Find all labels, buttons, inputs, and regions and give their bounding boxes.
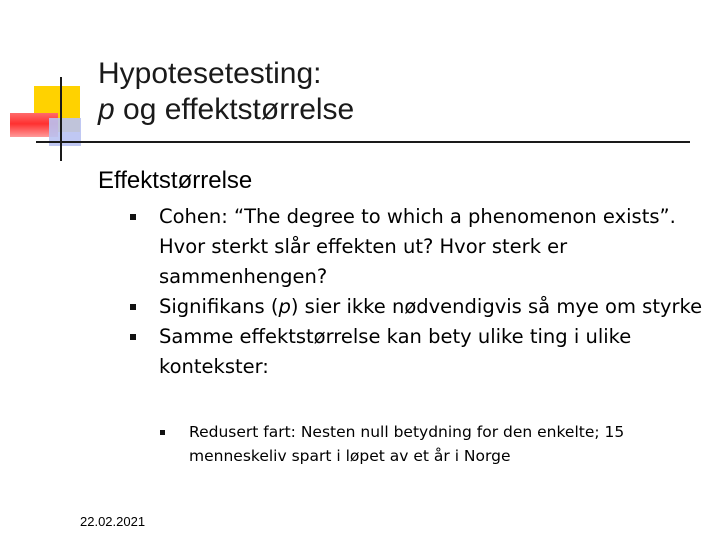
sub-bullet-text: Redusert fart: Nesten null betydning for den enkelte; 15 menneskeliv spart i løpet av et år i Norge <box>189 423 625 465</box>
bullet-text-before: Signifikans ( <box>159 295 279 318</box>
square-bullet-icon <box>130 214 136 220</box>
list-item <box>160 420 700 468</box>
title-line-1: Hypotesetesting: <box>98 57 322 90</box>
bullet-text-after: ) sier ikke nødvendigvis så mye om styrke <box>290 295 703 318</box>
list-item <box>130 322 710 382</box>
list-item <box>130 292 710 322</box>
square-bullet-icon <box>160 430 165 435</box>
bullet-text: Cohen: “The degree to which a phenomenon exists”. Hvor sterkt slår effekten ut? Hvor sterk er sammenhengen? <box>159 205 676 288</box>
title-line-2-rest: og effektstørrelse <box>114 93 355 126</box>
section-heading: Effektstørrelse <box>98 167 253 194</box>
title-p-symbol: p <box>98 93 115 126</box>
sub-bullet-list <box>160 420 700 468</box>
title-underline <box>36 141 690 143</box>
square-bullet-icon <box>130 334 136 340</box>
slide-title <box>98 56 354 128</box>
bullet-list <box>130 202 710 382</box>
bullet-text-p: p <box>278 295 291 318</box>
list-item <box>130 202 710 292</box>
bullet-text: Samme effektstørrelse kan bety ulike ting i ulike kontekster: <box>159 325 632 378</box>
square-bullet-icon <box>130 304 136 310</box>
decor-vertical-line <box>60 77 62 161</box>
title-line-2 <box>98 92 354 128</box>
footer-date: 22.02.2021 <box>80 514 146 529</box>
